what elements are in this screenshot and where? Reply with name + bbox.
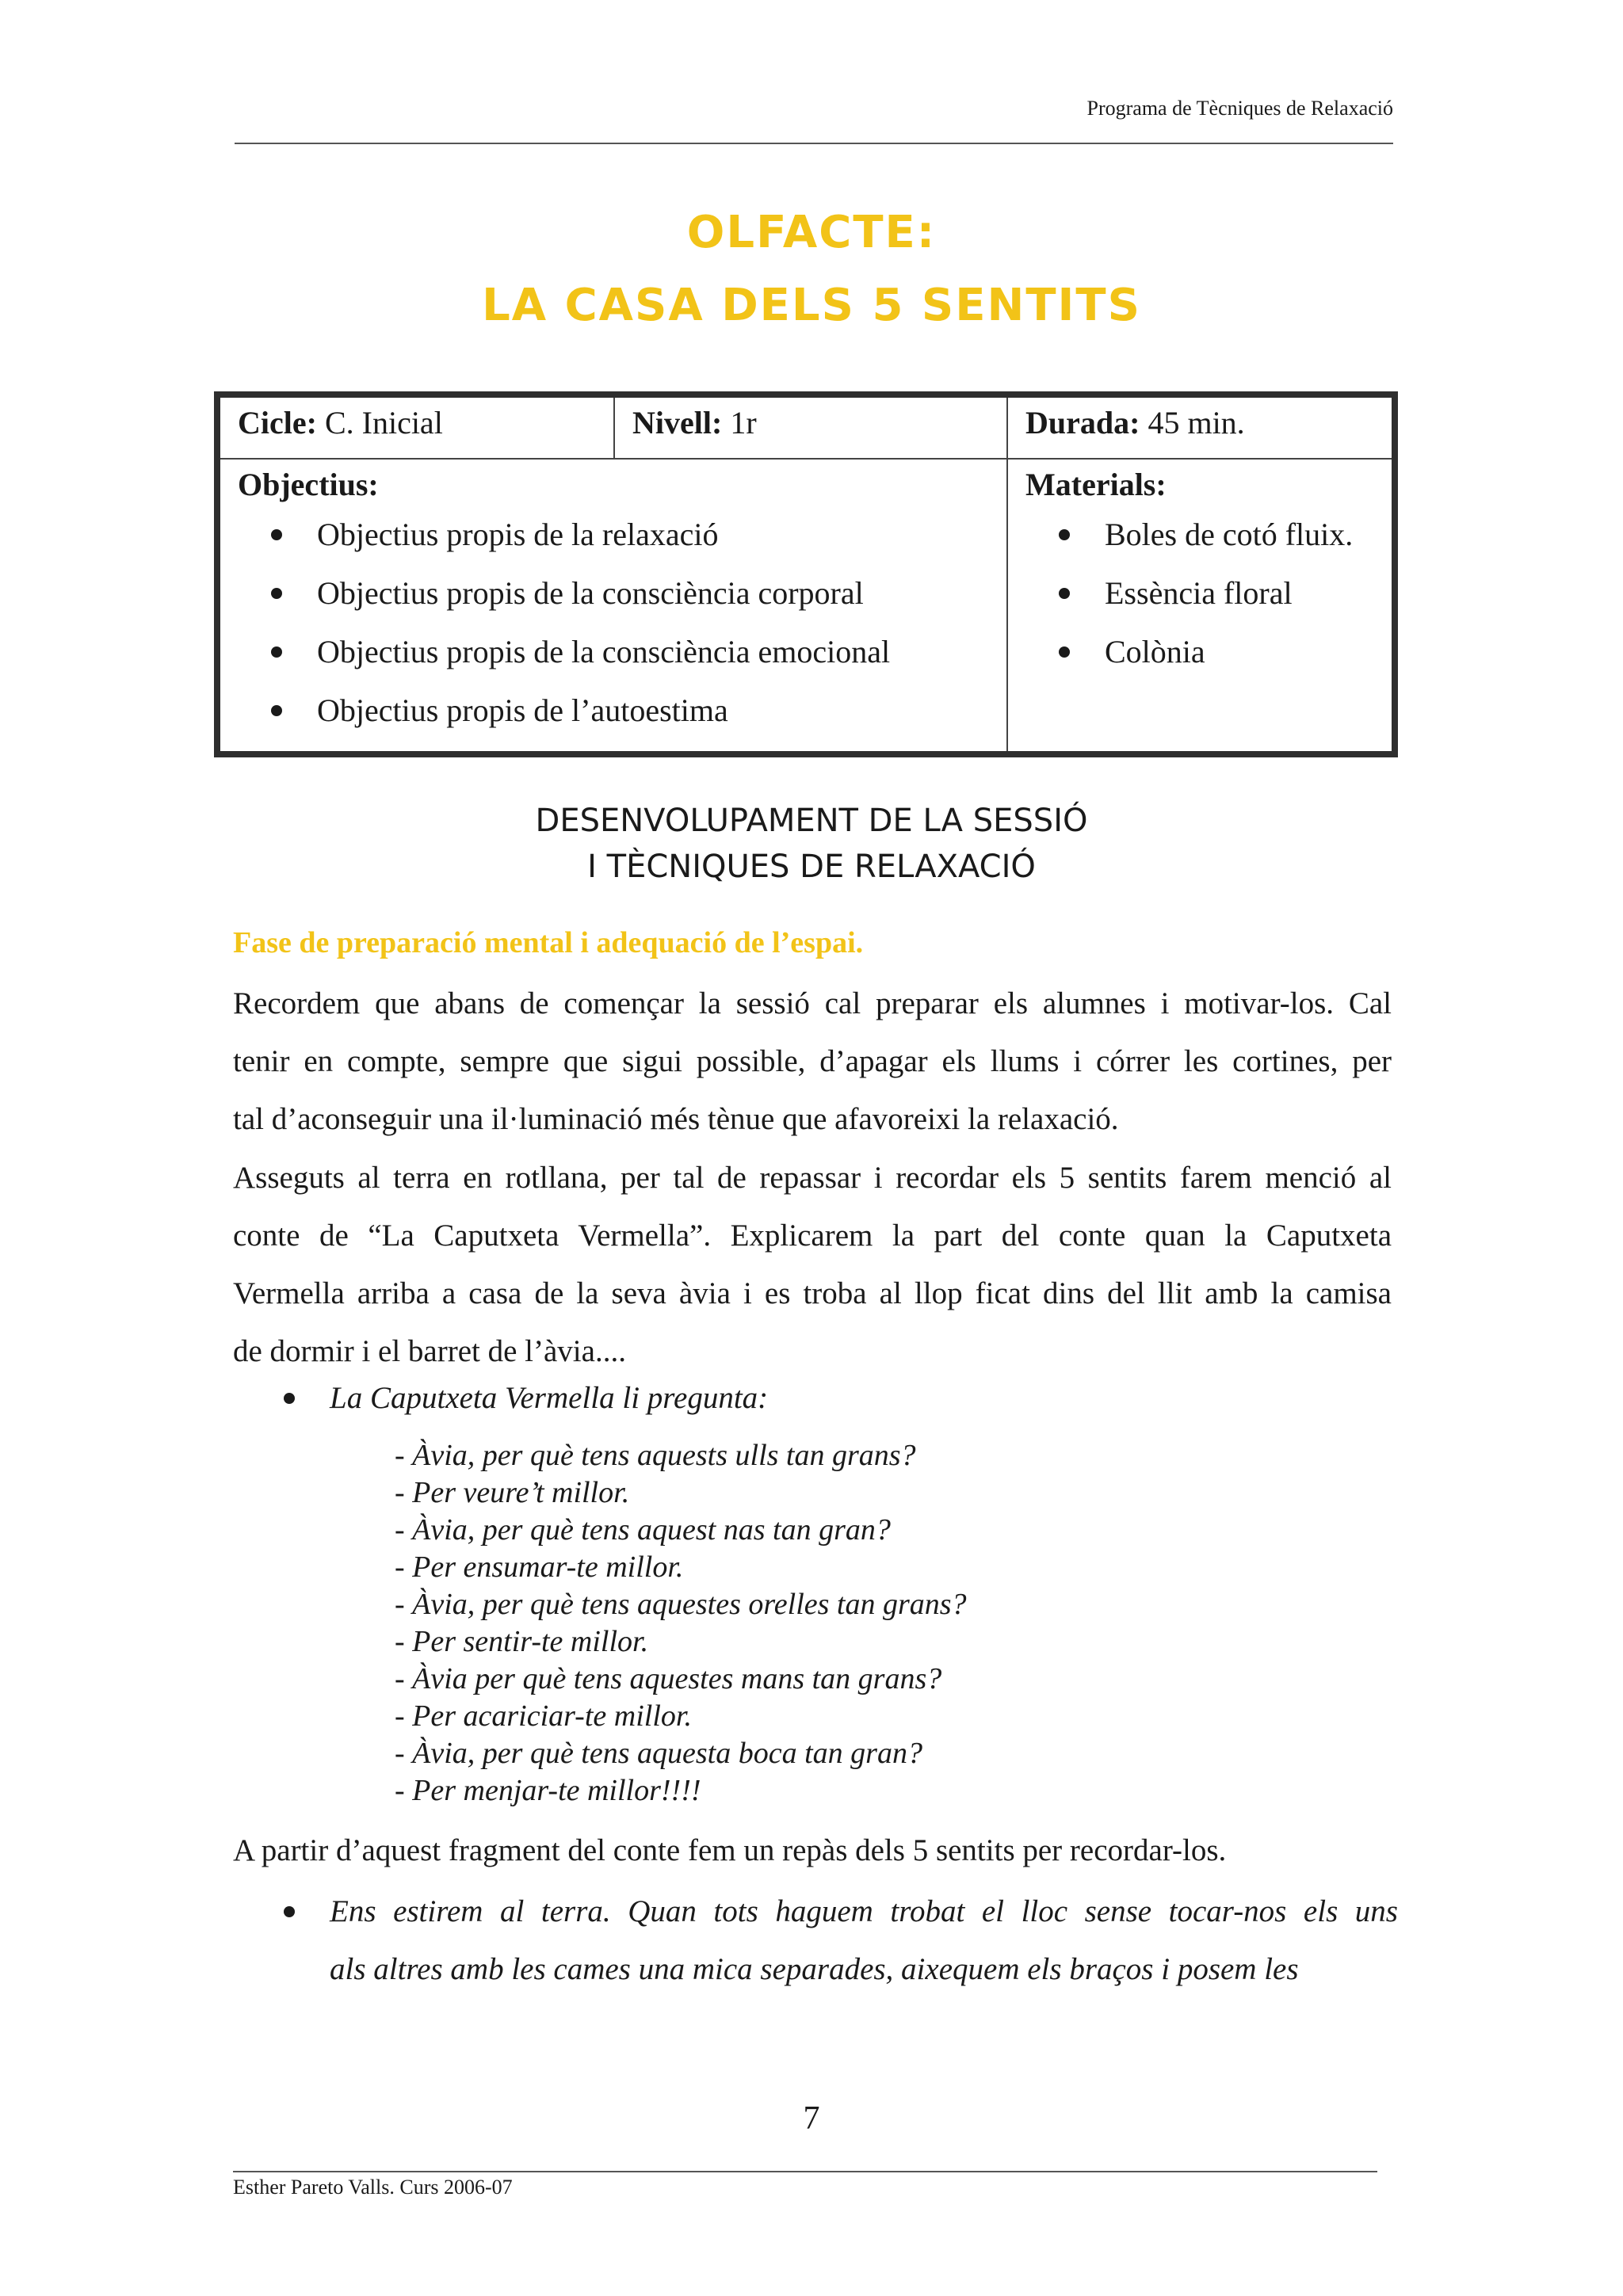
paragraph-line: tenir en compte, sempre que sigui possible, d’apagar els llums i córrer les cortines, per (233, 1044, 1392, 1078)
running-header: Programa de Tècniques de Relaxació (1086, 97, 1393, 120)
header-divider (235, 143, 1393, 144)
paragraph-line: Asseguts al terra en rotllana, per tal de repassar i recordar els 5 sentits farem menció al (233, 1161, 1392, 1195)
objectiu-text: Objectius propis de la relaxació (317, 517, 719, 552)
instruction-line: Ens estirem al terra. Quan tots haguem trobat el lloc sense tocar-nos els uns (330, 1894, 1398, 1928)
paragraph-line: tal d’aconseguir una il·luminació més tènue que afavoreixi la relaxació. (233, 1102, 1119, 1136)
dialogue-block (395, 1437, 967, 1810)
section-heading-line-1: DESENVOLUPAMENT DE LA SESSIÓ (535, 803, 1088, 839)
dialogue-line: - Per acariciar-te millor. (395, 1699, 692, 1733)
objectius-cell (220, 460, 1005, 751)
document-title (0, 196, 1623, 342)
dialogue-line: - Àvia per què tens aquestes mans tan grans? (395, 1662, 942, 1695)
instruction-line: als altres amb les cames una mica separades, aixequem els braços i posem les (330, 1952, 1299, 1986)
bullet-icon (271, 529, 282, 540)
paragraph (233, 1149, 1392, 1380)
title-line-2: LA CASA DELS 5 SENTITS (482, 280, 1141, 331)
bullet-question-text: La Caputxeta Vermella li pregunta: (330, 1381, 769, 1415)
durada-label: Durada: (1025, 405, 1140, 441)
dialogue-line: - Àvia, per què tens aquesta boca tan gran? (395, 1737, 922, 1770)
objectiu-text: Objectius propis de la consciència corporal (317, 575, 864, 611)
durada-value: 45 min. (1148, 405, 1245, 441)
objectius-label: Objectius: (238, 467, 379, 502)
dialogue-line: - Per menjar-te millor!!!! (395, 1774, 701, 1807)
table-divider (613, 398, 615, 460)
paragraph-line: conte de “La Caputxeta Vermella”. Explicarem la part del conte quan la Caputxeta (233, 1219, 1392, 1253)
dialogue-line: - Per ensumar-te millor. (395, 1550, 684, 1584)
dialogue-line: - Àvia, per què tens aquest nas tan gran? (395, 1513, 891, 1547)
nivell-cell (615, 398, 1008, 460)
bullet-icon (271, 646, 282, 658)
bullet-icon (284, 1906, 295, 1917)
phase-heading: Fase de preparació mental i adequació de l’espai. (233, 926, 864, 959)
durada-cell (1008, 398, 1392, 460)
paragraph (233, 974, 1392, 1148)
material-text: Essència floral (1105, 575, 1293, 611)
objectiu-text: Objectius propis de la consciència emocional (317, 634, 891, 669)
bullet-icon (271, 705, 282, 716)
section-heading-line-2: I TÈCNIQUES DE RELAXACIÓ (587, 849, 1036, 885)
paragraph-line: de dormir i el barret de l’àvia.... (233, 1334, 626, 1368)
cicle-value: C. Inicial (324, 405, 443, 441)
material-text: Boles de cotó fluix. (1105, 517, 1354, 552)
bullet-icon (284, 1393, 295, 1404)
footer-divider (233, 2171, 1377, 2172)
material-text: Colònia (1105, 634, 1205, 669)
page-number: 7 (803, 2100, 820, 2137)
bullet-icon (1059, 646, 1070, 658)
title-line-1: OLFACTE: (686, 207, 937, 258)
paragraph-line: Recordem que abans de començar la sessió cal preparar els alumnes i motivar-los. Cal (233, 986, 1392, 1020)
paragraph-line: Vermella arriba a casa de la seva àvia i es troba al llop ficat dins del llit amb la camisa (233, 1276, 1392, 1310)
paragraph: A partir d’aquest fragment del conte fem un repàs dels 5 sentits per recordar-los. (233, 1833, 1227, 1867)
dialogue-line: - Àvia, per què tens aquestes orelles tan grans? (395, 1588, 967, 1621)
dialogue-line: - Per sentir-te millor. (395, 1625, 649, 1658)
nivell-value: 1r (730, 405, 757, 441)
bullet-icon (271, 588, 282, 599)
session-info-table (214, 391, 1398, 757)
cicle-cell (220, 398, 615, 460)
objectiu-text: Objectius propis de l’autoestima (317, 692, 728, 728)
bullet-icon (1059, 588, 1070, 599)
footer-text: Esther Pareto Valls. Curs 2006-07 (233, 2176, 513, 2199)
nivell-label: Nivell: (632, 405, 723, 441)
dialogue-line: - Per veure’t millor. (395, 1476, 630, 1509)
cicle-label: Cicle: (238, 405, 317, 441)
materials-label: Materials: (1025, 467, 1167, 502)
materials-cell (1008, 460, 1392, 751)
bullet-instruction-text (330, 1882, 1398, 1998)
dialogue-line: - Àvia, per què tens aquests ulls tan grans? (395, 1439, 916, 1472)
section-heading (0, 798, 1623, 890)
bullet-icon (1059, 529, 1070, 540)
